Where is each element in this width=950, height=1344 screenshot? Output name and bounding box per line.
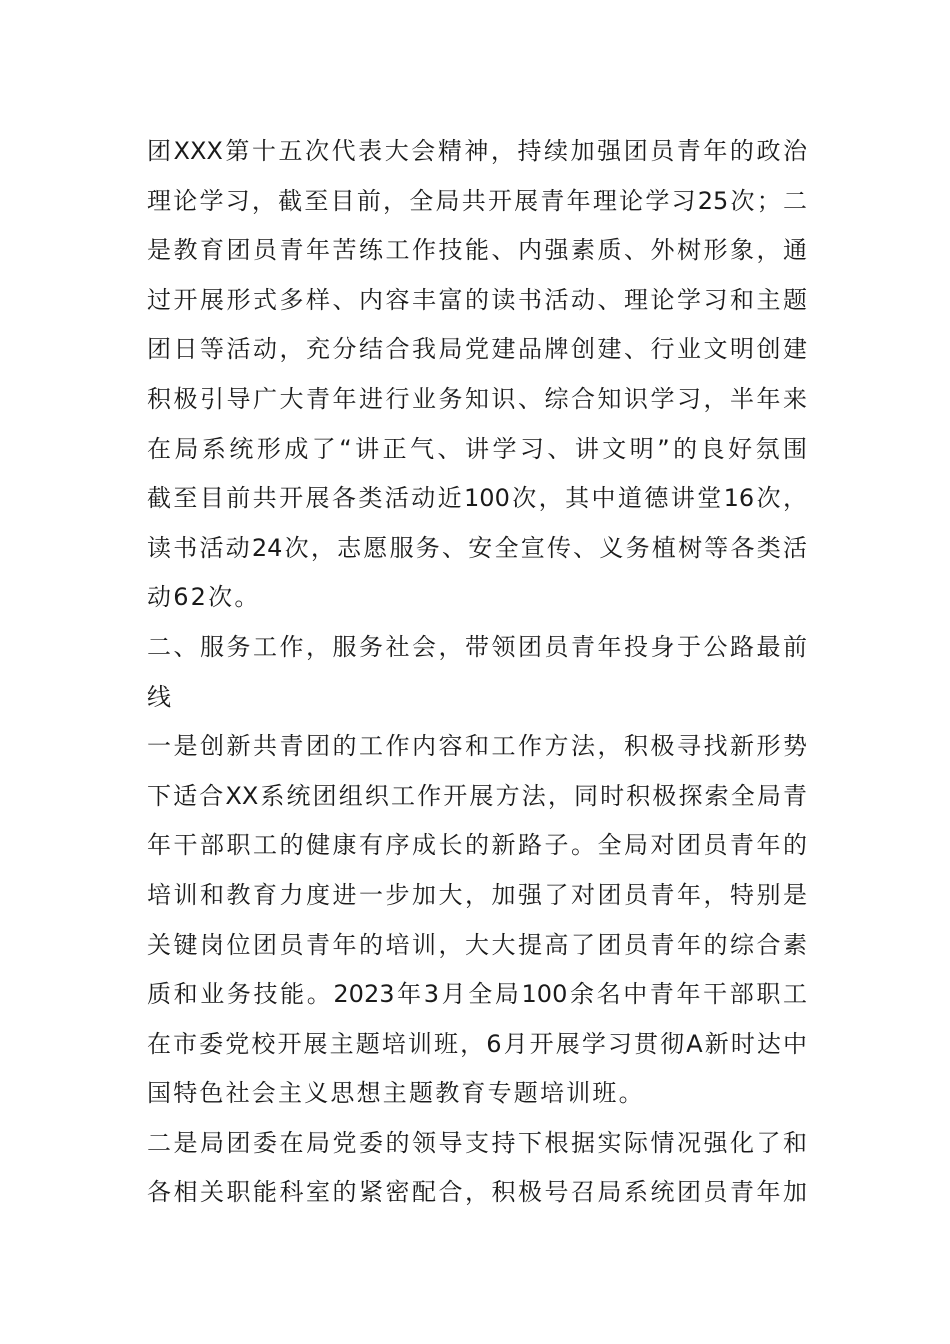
text-line: 是教育团员青年苦练工作技能、内强素质、外树形象，通 <box>147 236 807 265</box>
body-text <box>147 127 807 1218</box>
text-line: 培训和教育力度进一步加大，加强了对团员青年，特别是 <box>147 880 807 909</box>
text-line: 读书活动24次，志愿服务、安全宣传、义务植树等各类活 <box>147 533 807 562</box>
text-line: 质和业务技能。2023年3月全局100余名中青年干部职工 <box>147 980 807 1009</box>
text-line: 积极引导广大青年进行业务知识、综合知识学习，半年来 <box>147 384 807 413</box>
section-heading: 二、服务工作，服务社会，带领团员青年投身于公路最前 <box>147 632 807 661</box>
text-line: 二是局团委在局党委的领导支持下根据实际情况强化了和 <box>147 1128 807 1157</box>
text-line: 理论学习，截至目前，全局共开展青年理论学习25次；二 <box>147 186 807 215</box>
text-line: 关键岗位团员青年的培训，大大提高了团员青年的综合素 <box>147 930 807 959</box>
text-line: 一是创新共青团的工作内容和工作方法，积极寻找新形势 <box>147 732 807 761</box>
text-line: 动62次。 <box>147 583 261 612</box>
text-line: 国特色社会主义思想主题教育专题培训班。 <box>147 1079 645 1108</box>
text-line: 各相关职能科室的紧密配合，积极号召局系统团员青年加 <box>147 1178 807 1207</box>
text-line: 下适合XX系统团组织工作开展方法，同时积极探索全局青 <box>147 781 807 810</box>
text-line: 截至目前共开展各类活动近100次，其中道德讲堂16次， <box>147 484 807 513</box>
text-line: 团XXX第十五次代表大会精神，持续加强团员青年的政治 <box>147 137 807 165</box>
section-heading: 线 <box>147 682 174 711</box>
text-line: 团日等活动，充分结合我局党建品牌创建、行业文明创建 <box>147 335 807 364</box>
text-line: 在局系统形成了“讲正气、讲学习、讲文明”的良好氛围 <box>147 434 807 463</box>
text-line: 过开展形式多样、内容丰富的读书活动、理论学习和主题 <box>147 285 807 314</box>
text-line: 年干部职工的健康有序成长的新路子。全局对团员青年的 <box>147 831 807 860</box>
text-line: 在市委党校开展主题培训班，6月开展学习贯彻A新时达中 <box>147 1029 807 1058</box>
